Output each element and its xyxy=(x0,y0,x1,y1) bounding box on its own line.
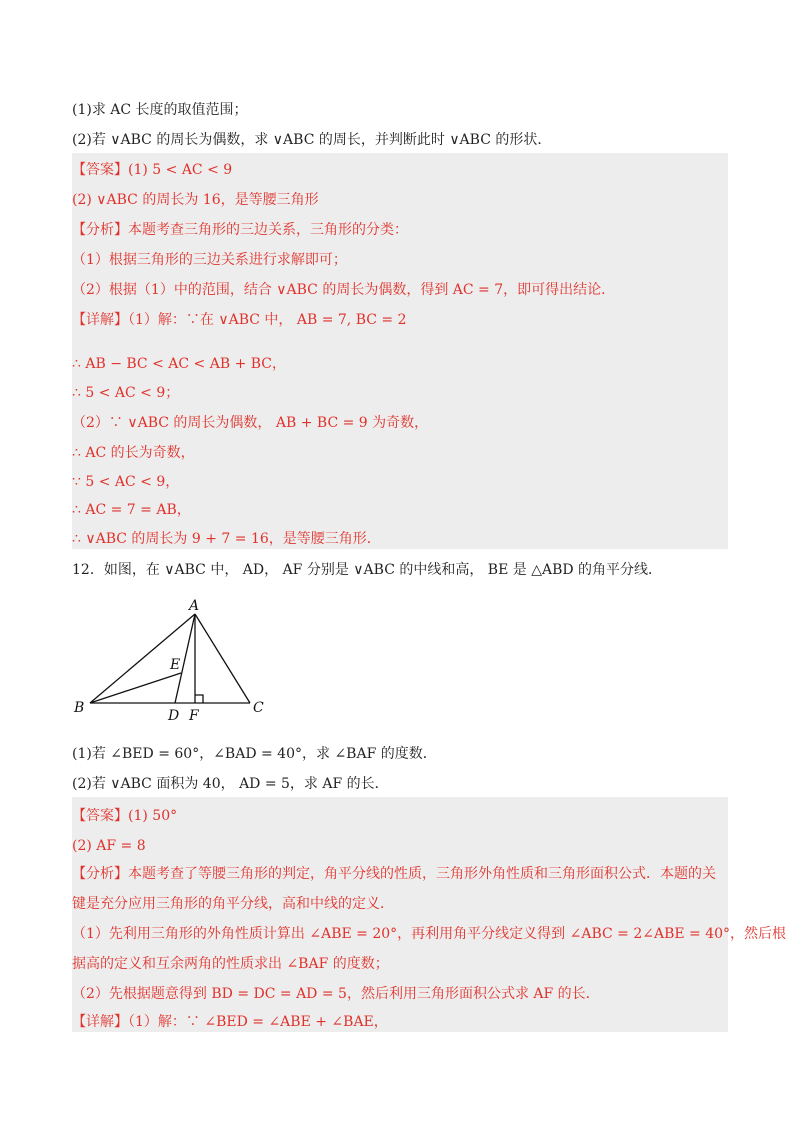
label-d: D xyxy=(168,708,180,724)
right-angle-mark xyxy=(195,695,203,703)
p12-answer-2: (2) AF = 8 xyxy=(72,838,146,854)
label-e: E xyxy=(170,657,181,673)
p11-detail-7: ∴ AC = 7 = AB， xyxy=(72,502,191,518)
p12-answer-1: 【答案】(1) 50° xyxy=(72,808,178,824)
label-c: C xyxy=(253,700,264,716)
segment-be xyxy=(90,673,181,703)
label-b: B xyxy=(74,700,85,716)
p11-detail-6: ∵ 5 < AC < 9， xyxy=(72,474,180,490)
p12-analysis-5: （2）先根据题意得到 BD = DC = AD = 5，然后利用三角形面积公式求 AF 的长． xyxy=(72,986,600,1002)
p12-detail-1: 【详解】（1）解：∵ ∠BED = ∠ABE + ∠BAE， xyxy=(72,1014,388,1030)
p11-detail-2: ∴ AB − BC < AC < AB + BC， xyxy=(72,356,287,372)
label-a: A xyxy=(189,598,200,614)
segment-ac xyxy=(195,614,250,703)
p11-question-1: (1)求 AC 长度的取值范围； xyxy=(72,102,248,118)
p11-answer-2: (2) ∨ABC 的周长为 16，是等腰三角形 xyxy=(72,192,319,208)
p12-question-2: (2)若 ∨ABC 面积为 40， AD = 5，求 AF 的长． xyxy=(72,776,389,792)
p11-answer-1: 【答案】(1) 5 < AC < 9 xyxy=(72,162,233,178)
p11-detail-8: ∴ ∨ABC 的周长为 9 + 7 = 16，是等腰三角形． xyxy=(72,531,381,547)
label-f: F xyxy=(189,708,199,724)
p12-analysis-3: （1）先利用三角形的外角性质计算出 ∠ABE = 20°，再利用角平分线定义得到 ∠ABC = 2∠ABE = 40°，然后根 xyxy=(72,926,787,942)
p12-question-1: (1)若 ∠BED = 60°，∠BAD = 40°，求 ∠BAF 的度数． xyxy=(72,746,437,762)
p12-analysis-4: 据高的定义和互余两角的性质求出 ∠BAF 的度数； xyxy=(72,956,389,972)
p11-analysis-1: 【分析】本题考查三角形的三边关系，三角形的分类： xyxy=(72,222,408,238)
p11-detail-4: （2）∵ ∨ABC 的周长为偶数， AB + BC = 9 为奇数， xyxy=(72,415,429,431)
p11-analysis-3: （2）根据（1）中的范围，结合 ∨ABC 的周长为偶数，得到 AC = 7，即可得出结论． xyxy=(72,282,616,298)
p11-analysis-2: （1）根据三角形的三边关系进行求解即可； xyxy=(72,252,347,268)
p12-stem: 12．如图，在 ∨ABC 中， AD， AF 分别是 ∨ABC 的中线和高， BE 是 △ABD 的角平分线． xyxy=(72,562,663,578)
p11-detail-1: 【详解】（1）解：∵在 ∨ABC 中， AB = 7, BC = 2 xyxy=(72,312,407,328)
p11-detail-3: ∴ 5 < AC < 9； xyxy=(72,385,180,401)
triangle-figure xyxy=(72,596,272,726)
p11-question-2: (2)若 ∨ABC 的周长为偶数，求 ∨ABC 的周长，并判断此时 ∨ABC 的形状． xyxy=(72,132,552,148)
p12-analysis-1: 【分析】本题考查了等腰三角形的判定，角平分线的性质，三角形外角性质和三角形面积公式．本题的关 xyxy=(72,866,716,882)
p11-detail-5: ∴ AC 的长为奇数， xyxy=(72,445,195,461)
p12-analysis-2: 键是充分应用三角形的角平分线，高和中线的定义． xyxy=(72,896,394,912)
